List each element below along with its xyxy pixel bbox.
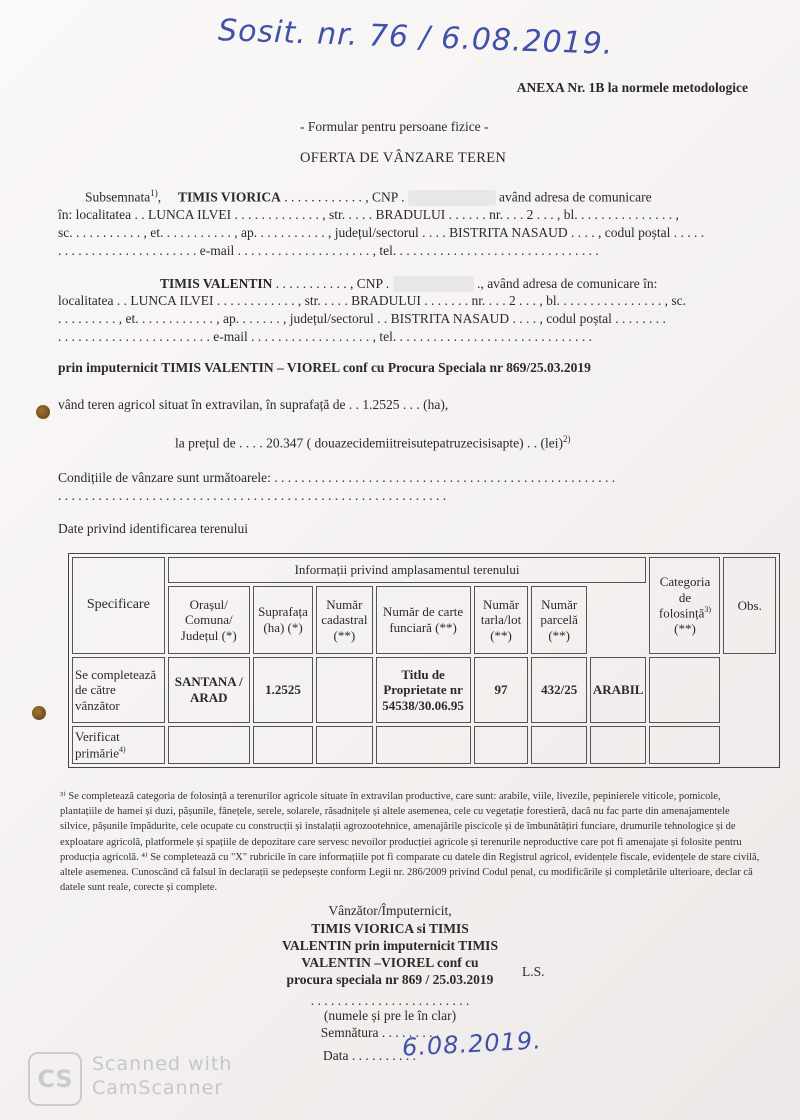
signer-name-1: TIMIS VIORICA si TIMIS <box>311 921 469 936</box>
seller1-name: TIMIS VIORICA <box>178 189 281 205</box>
footnotes: ³⁾ Se completează categoria de folosință a terenurilor agricole situate în extravilan productive, care sunt: arabile, viile, livezile, pepinierele viticole, pomicole, plantațiile de hamei și duzi, pășunile, fânețele, serele, solarele, răsadnițele și altele asemenea, cele cu vegetație forestieră, dacă nu fac parte din amenajamentele silvice, pășunile împădurite, cele ocupate cu construcții și instalații agrozootehnice, amenajările piscicole și de îmbunătățiri funciare, drumurile tehnologice și de exploatare agricolă, platformele și spațiile de depozitare care servesc nevoilor producției agricole și terenurile neproductive care pot fi amenajate și folosite pentru producția agricolă. ⁴⁾ Se completează cu "X" rubricile în care informațiile pot fi comparate cu datele din Registrul agricol, evidențele fiscale, evidențele de stare civilă, altele asemenea. Cunoscând că falsul în declarații se pedepsește conform Legii nr. 286/2009 privind Codul penal, cu modificările și completările ulterioare, declar că datele sunt reale, corecte și complete. <box>60 791 760 894</box>
seller1-sup: 1) <box>150 188 158 198</box>
header-suprafata: Suprafața (ha) (*) <box>253 586 313 654</box>
header-oras: Orașul/ Comuna/ Județul (*) <box>168 586 250 654</box>
scanner-line2: CamScanner <box>92 1077 224 1099</box>
header-amplasament: Informații privind amplasamentul terenului <box>168 557 647 583</box>
row1-obs <box>649 657 720 723</box>
row2-text: Verificat primărie <box>75 729 120 761</box>
header-parcela: Număr parcelă (**) <box>531 586 586 654</box>
row1-cadastral <box>316 657 372 723</box>
seller2-name: TIMIS VALENTIN <box>160 276 273 291</box>
signature-dots: . . . . . . . . . . . . . . . . . . . . . . . . <box>310 993 470 1008</box>
seller2-line2: localitatea . . LUNCA ILVEI . . . . . . . . . . . . , str. . . . . BRADULUI . . . . . . . nr. . . . 2 . . . , bl. . . . . . . . . . . . . . . . , sc. <box>58 293 686 308</box>
seller1-cnp: . . . . . . . . . . . . , CNP . <box>284 189 405 205</box>
seller2-address-label: ., având adresa de comunicare în: <box>477 276 658 291</box>
handwritten-registration: Sosit. nr. 76 / 6.08.2019. <box>217 13 614 62</box>
document-title: OFERTA DE VÂNZARE TEREN <box>300 150 507 166</box>
seller1-line3: sc. . . . . . . . . . . , et. . . . . . . . . . . , ap. . . . . . . . . . . , județul/sectorul . . . . BISTRITA NASAUD . . . . , codul poștal . . . . . <box>58 225 705 240</box>
price-statement <box>175 434 570 452</box>
row2-cell <box>168 726 250 764</box>
seller1-line1: Subsemnata$^{1)}$, TIMIS VIORICA . . . . . . . . . . . . , CNP . având adresa de comunicare <box>85 188 652 205</box>
row2-cell <box>649 726 720 764</box>
header-tarla: Număr tarla/lot (**) <box>474 586 529 654</box>
punch-hole <box>36 405 50 419</box>
form-type: - Formular pentru persoane fizice - <box>300 119 489 134</box>
conditions-label: Condițiile de vânzare sunt următoarele: <box>58 470 271 485</box>
seller2-cnp: . . . . . . . . . . . , CNP . <box>275 276 390 291</box>
punch-hole <box>32 706 46 720</box>
header-categoria <box>649 557 720 654</box>
header-specificare: Specificare <box>72 557 165 654</box>
row2-cell <box>253 726 313 764</box>
row1-tarla: 97 <box>474 657 529 723</box>
date-line: Data . . . . . . . . . . <box>323 1048 416 1063</box>
seller1-prefix: Subsemnata <box>85 189 151 205</box>
row1-parcela: 432/25 <box>531 657 586 723</box>
row1-categoria: ARABIL <box>590 657 647 723</box>
row2-sup: 4) <box>119 744 126 754</box>
row1-oras: SANTANA / ARAD <box>168 657 250 723</box>
price-sup: 2) <box>562 434 571 444</box>
redacted-cnp <box>393 276 474 292</box>
seller1-address-label: având adresa de comunicare <box>499 189 652 205</box>
data-section-label: Date privind identificarea terenului <box>58 521 249 536</box>
price-text: la prețul de . . . . 20.347 ( douazecidemiitreisutepatruzecisisapte) . . (lei) <box>175 435 563 451</box>
redacted-cnp <box>408 190 496 206</box>
row2-cell <box>531 726 586 764</box>
seller2-line3: . . . . . . . . . , et. . . . . . . . . . . . , ap. . . . . . . , județul/sectorul . . BISTRITA NASAUD . . . . , codul poștal . . . . . . . . <box>58 311 666 326</box>
ls-mark: L.S. <box>522 964 545 979</box>
land-identification-table <box>68 553 780 768</box>
camscanner-logo-icon: CS <box>28 1052 82 1106</box>
seller2-line1 <box>160 276 657 292</box>
row2-cell <box>590 726 647 764</box>
row2-cell <box>474 726 529 764</box>
annex-heading: ANEXA Nr. 1B la normele metodologice <box>516 80 748 95</box>
row1-suprafata: 1.2525 <box>253 657 313 723</box>
table-row <box>72 726 776 764</box>
categoria-sup: 3) <box>704 605 712 615</box>
proxy-statement: prin imputernicit TIMIS VALENTIN – VIOREL conf cu Procura Speciala nr 869/25.03.2019 <box>58 360 591 375</box>
seller1-line4: . . . . . . . . . . . . . . . . . . . . . e-mail . . . . . . . . . . . . . . . . . . . . , tel. . . . . . . . . . . . . . . . . . . . . . . . . . . . . . . <box>58 243 599 258</box>
signer-name-2: VALENTIN prin imputernicit TIMIS <box>282 938 498 953</box>
conditions-row1 <box>58 470 615 486</box>
scanner-line1: Scanned with <box>92 1053 233 1075</box>
semnatura-line: Semnătura . . . . . . . . . <box>320 1025 440 1040</box>
table-row <box>72 657 776 723</box>
row2-cell <box>376 726 471 764</box>
conditions-dots: . . . . . . . . . . . . . . . . . . . . . . . . . . . . . . . . . . . . . . . . . . . . . . . . . . . <box>274 470 616 485</box>
handwritten-date: 6.08.2019. <box>401 1026 543 1062</box>
header-carte: Număr de carte funciară (**) <box>376 586 471 654</box>
sell-statement: vând teren agricol situat în extravilan, în suprafață de . . 1.2525 . . . (ha), <box>58 397 449 412</box>
seller2-line4: . . . . . . . . . . . . . . . . . . . . . . . e-mail . . . . . . . . . . . . . . . . . . , tel. . . . . . . . . . . . . . . . . . . . . . . . . . . . . . <box>58 329 592 344</box>
name-in-clear: (numele și pre le în clar) <box>323 1008 457 1023</box>
header-obs: Obs. <box>723 557 776 654</box>
signer-name-4: procura speciala nr 869 / 25.03.2019 <box>286 972 494 987</box>
categoria-text: Categoria de folosință <box>658 574 711 621</box>
row1-label: Se completează de către vânzător <box>72 657 165 723</box>
seller1-line2: în: localitatea . . LUNCA ILVEI . . . . . . . . . . . . . , str. . . . . BRADULUI . . . . . . nr. . . . 2 . . . , bl. . . . . . . . . . . . . . . , <box>58 207 679 222</box>
signer-name-3: VALENTIN –VIOREL conf cu <box>301 955 479 970</box>
row2-cell <box>316 726 372 764</box>
row1-carte: Titlu de Proprietate nr 54538/30.06.95 <box>376 657 471 723</box>
categoria-tail: (**) <box>674 621 696 637</box>
row2-label <box>72 726 165 764</box>
header-cadastral: Număr cadastral (**) <box>316 586 372 654</box>
signer-role: Vânzător/Împuternicit, <box>328 903 452 918</box>
conditions-row2: . . . . . . . . . . . . . . . . . . . . . . . . . . . . . . . . . . . . . . . . . . . . . . . . . . . . . . . . . . <box>58 488 447 503</box>
